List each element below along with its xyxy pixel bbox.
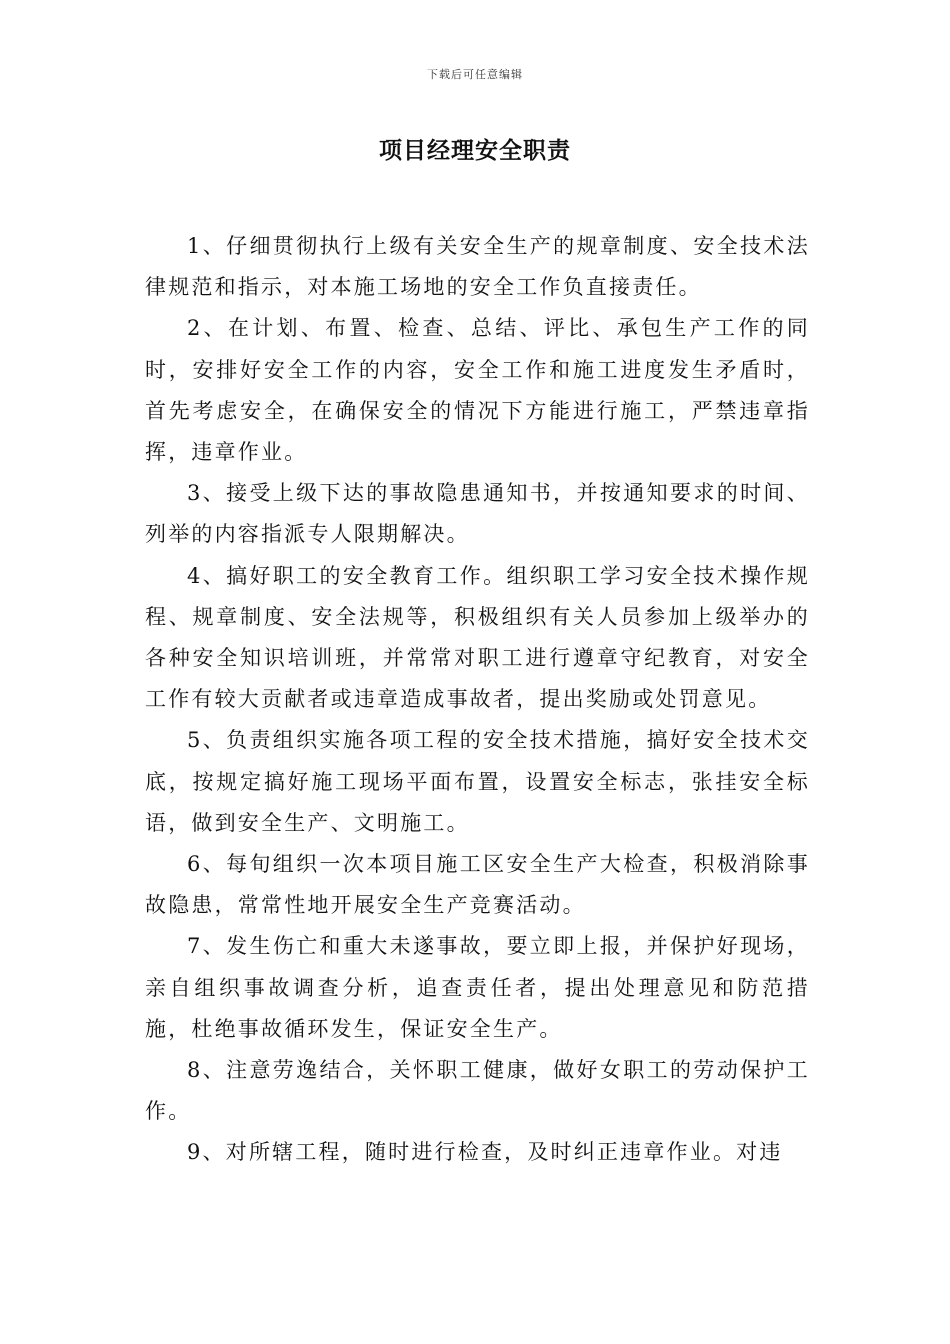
header-note: 下载后可任意编辑	[427, 68, 523, 81]
paragraph-2: 2、在计划、布置、检查、总结、评比、承包生产工作的同时，安排好安全工作的内容，安全工作和施工进度发生矛盾时，首先考虑安全，在确保安全的情况下方能进行施工，严禁违章指挥，违章作业。	[145, 316, 810, 465]
paragraph-7: 7、发生伤亡和重大未遂事故，要立即上报，并保护好现场，亲自组织事故调查分析，追查责任者，提出处理意见和防范措施，杜绝事故循环发生，保证安全生产。	[145, 934, 810, 1041]
paragraph-5: 5、负责组织实施各项工程的安全技术措施，搞好安全技术交底，按规定搞好施工现场平面布置，设置安全标志，张挂安全标语，做到安全生产、文明施工。	[145, 728, 810, 835]
paragraph-1: 1、仔细贯彻执行上级有关安全生产的规章制度、安全技术法律规范和指示，对本施工场地的安全工作负直接责任。	[145, 234, 810, 300]
paragraph-8: 8、注意劳逸结合，关怀职工健康，做好女职工的劳动保护工作。	[145, 1058, 810, 1124]
paragraph-9: 9、对所辖工程，随时进行检查，及时纠正违章作业。对违	[187, 1140, 783, 1165]
page-title: 项目经理安全职责	[379, 138, 571, 164]
paragraph-6: 6、每旬组织一次本项目施工区安全生产大检查，积极消除事故隐患，常常性地开展安全生产竞赛活动。	[145, 852, 810, 918]
document-body	[145, 226, 810, 1174]
paragraph-4: 4、搞好职工的安全教育工作。组织职工学习安全技术操作规程、规章制度、安全法规等，积极组织有关人员参加上级举办的各种安全知识培训班，并常常对职工进行遵章守纪教育，对安全工作有较大贡献者或违章造成事故者，提出奖励或处罚意见。	[145, 563, 810, 712]
paragraph-3: 3、接受上级下达的事故隐患通知书，并按通知要求的时间、列举的内容指派专人限期解决。	[145, 481, 810, 547]
